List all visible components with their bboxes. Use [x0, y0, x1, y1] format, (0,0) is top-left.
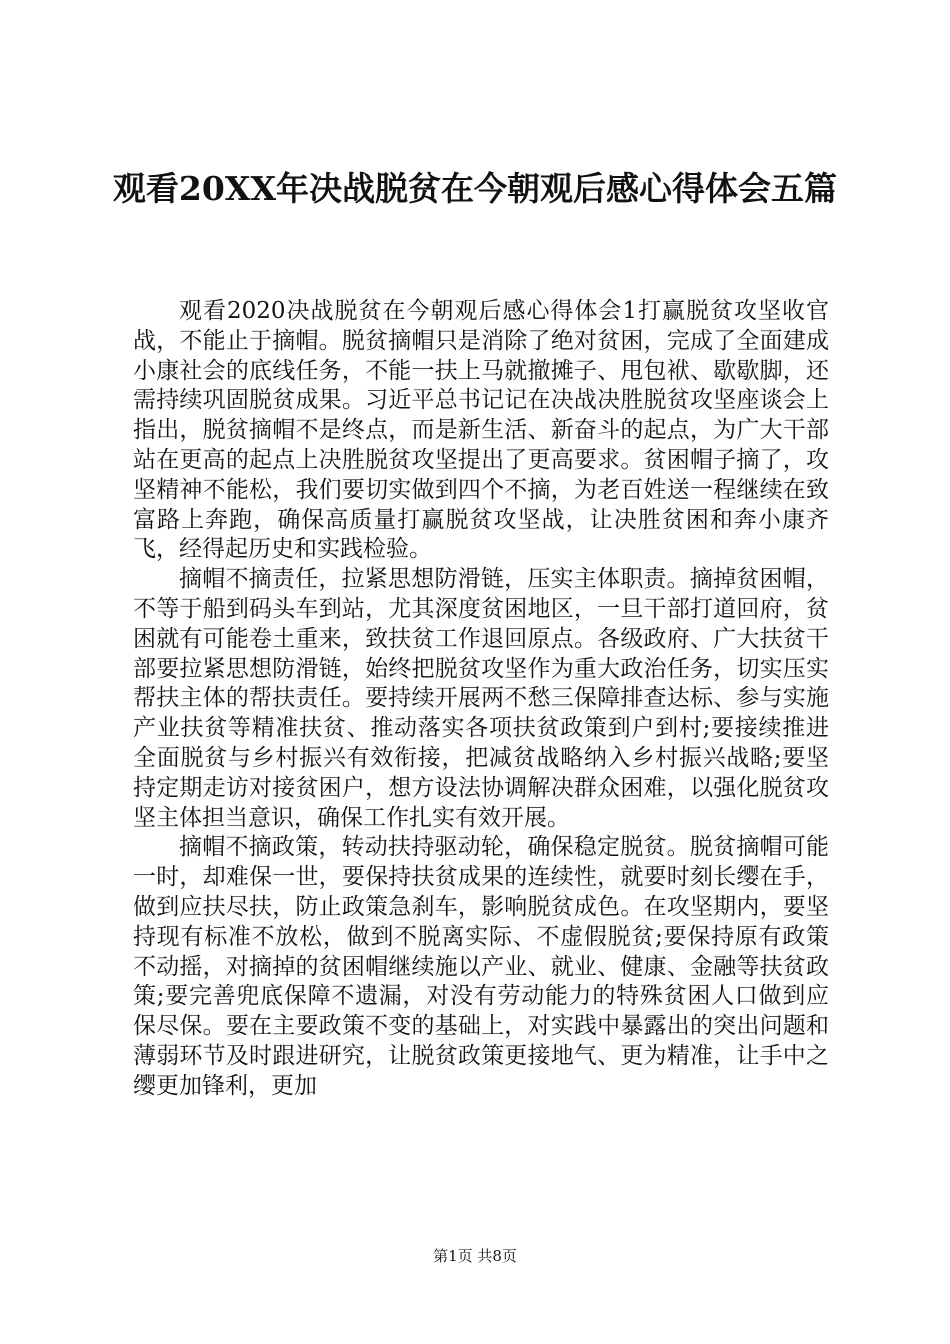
- paragraph-3: 摘帽不摘政策，转动扶持驱动轮，确保稳定脱贫。脱贫摘帽可能一时，却难保一世，要保持扶贫成果的连续性，就要时刻长缨在手，做到应扶尽扶，防止政策急刹车，影响脱贫成色。在攻坚期内，要坚持现有标准不放松，做到不脱离实际、不虚假脱贫;要保持原有政策不动摇，对摘掉的贫困帽继续施以产业、就业、健康、金融等扶贫政策;要完善兜底保障不遗漏，对没有劳动能力的特殊贫困人口做到应保尽保。要在主要政策不变的基础上，对实践中暴露出的突出问题和薄弱环节及时跟进研究，让脱贫政策更接地气、更为精准，让手中之缨更加锋利，更加: [133, 834, 829, 1099]
- document-title: 观看20XX年决战脱贫在今朝观后感心得体会五篇: [112, 169, 838, 208]
- page-number-footer: 第1页 共8页: [433, 1247, 517, 1265]
- document-body: [133, 297, 829, 1102]
- paragraph-1: 观看2020决战脱贫在今朝观后感心得体会1打赢脱贫攻坚收官战，不能止于摘帽。脱贫摘帽只是消除了绝对贫困，完成了全面建成小康社会的底线任务，不能一扶上马就撤摊子、甩包袱、歇歇脚，还需持续巩固脱贫成果。习近平总书记记在决战决胜脱贫攻坚座谈会上指出，脱贫摘帽不是终点，而是新生活、新奋斗的起点，为广大干部站在更高的起点上决胜脱贫攻坚提出了更高要求。贫困帽子摘了，攻坚精神不能松，我们要切实做到四个不摘，为老百姓送一程继续在致富路上奔跑，确保高质量打赢脱贫攻坚战，让决胜贫困和奔小康齐飞，经得起历史和实践检验。: [133, 298, 829, 563]
- paragraph-2: 摘帽不摘责任，拉紧思想防滑链，压实主体职责。摘掉贫困帽，不等于船到码头车到站，尤其深度贫困地区，一旦干部打道回府，贫困就有可能卷土重来，致扶贫工作退回原点。各级政府、广大扶贫干部要拉紧思想防滑链，始终把脱贫攻坚作为重大政治任务，切实压实帮扶主体的帮扶责任。要持续开展两不愁三保障排查达标、参与实施产业扶贫等精准扶贫、推动落实各项扶贫政策到户到村;要接续推进全面脱贫与乡村振兴有效衔接，把减贫战略纳入乡村振兴战略;要坚持定期走访对接贫困户，想方设法协调解决群众困难，以强化脱贫攻坚主体担当意识，确保工作扎实有效开展。: [133, 566, 829, 831]
